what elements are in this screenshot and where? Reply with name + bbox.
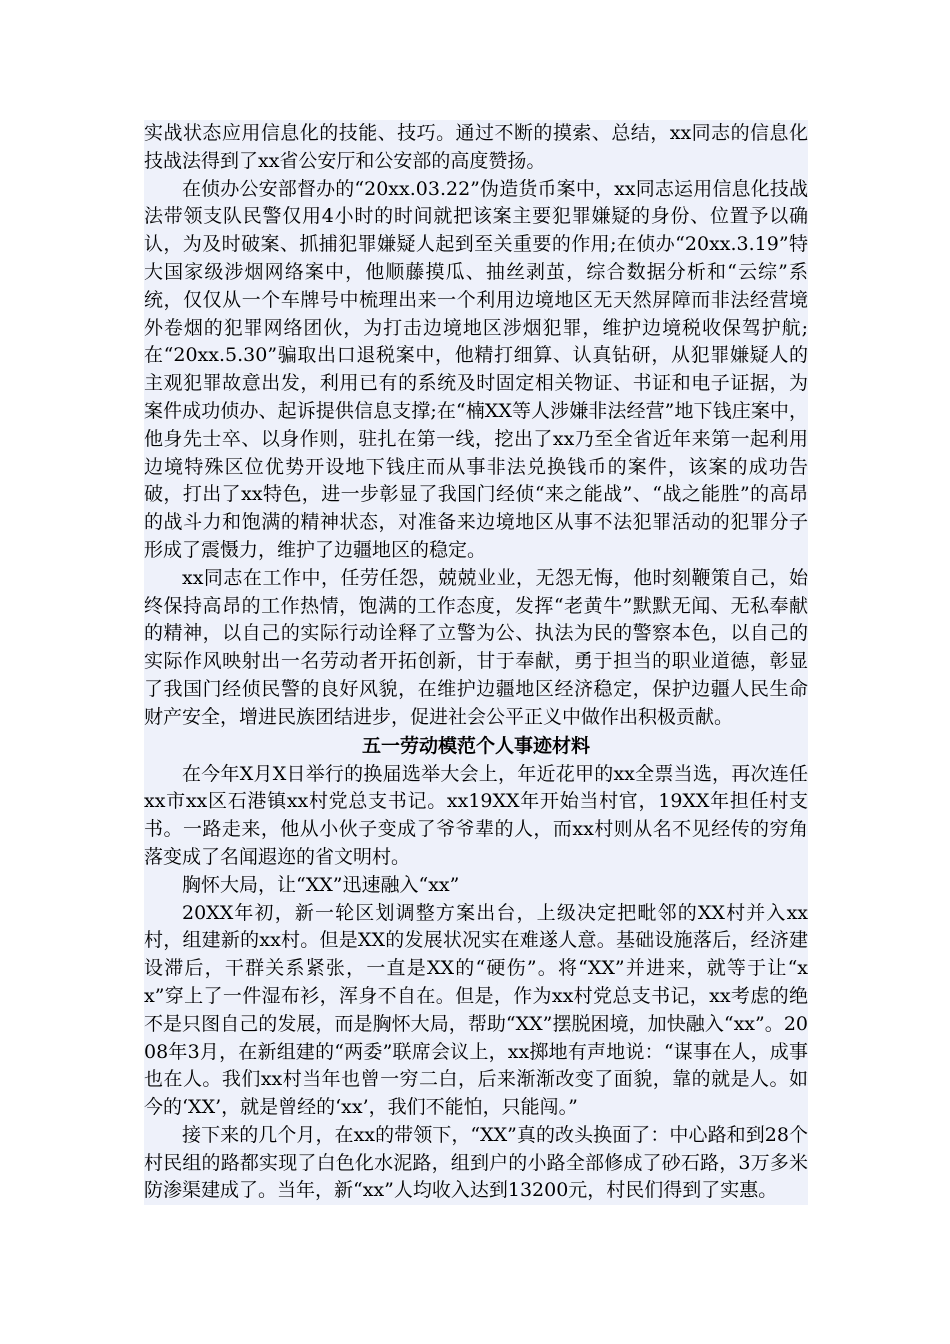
paragraph-election: 在今年X月X日举行的换届选举大会上，年近花甲的xx全票当选，再次连任xx市xx区石港镇xx村党总支书记。xx19XX年开始当村官，19XX年担任村支书。一路走来，他从小伙子变成了爷爷辈的人，而xx村则从名不见经传的穷角落变成了名闻遐迩的省文明村。 [144, 761, 808, 872]
subheading-big-picture: 胸怀大局，让“XX”迅速融入“xx” [144, 872, 808, 900]
document-page [144, 120, 808, 1205]
paragraph-work-attitude: xx同志在工作中，任劳任怨，兢兢业业，无怨无悔，他时刻鞭策自己，始终保持高昂的工作热情，饱满的工作态度，发挥“老黄牛”默默无闻、无私奉献的精神，以自己的实际行动诠释了立警为公、执法为民的警察本色，以自己的实际作风映射出一名劳动者开拓创新，甘于奉献，勇于担当的职业道德，彰显了我国门经侦民警的良好风貌，在维护边疆地区经济稳定，保护边疆人民生命财产安全，增进民族团结进步，促进社会公平正义中做作出积极贡献。 [144, 565, 808, 732]
paragraph-transformation: 接下来的几个月，在xx的带领下，“XX”真的改头换面了：中心路和到28个村民组的路都实现了白色化水泥路，组到户的小路全部修成了砂石路，3万多米防渗渠建成了。当年，新“xx”人均收入达到13200元，村民们得到了实惠。 [144, 1122, 808, 1205]
paragraph-merger: 20XX年初，新一轮区划调整方案出台，上级决定把毗邻的XX村并入xx村，组建新的xx村。但是XX的发展状况实在难遂人意。基础设施落后，经济建设滞后，干群关系紧张，一直是XX的“硬伤”。将“XX”并进来，就等于让“xx”穿上了一件湿布衫，浑身不自在。但是，作为xx村党总支书记，xx考虑的绝不是只图自己的发展，而是胸怀大局，帮助“XX”摆脱困境，加快融入“xx”。2008年3月，在新组建的“两委”联席会议上，xx掷地有声地说：“谋事在人，成事也在人。我们xx村当年也曾一穷二白，后来渐渐改变了面貌，靠的就是人。如今的‘XX’，就是曾经的‘xx’，我们不能怕，只能闯。” [144, 900, 808, 1122]
paragraph-infotech-skills: 实战状态应用信息化的技能、技巧。通过不断的摸索、总结，xx同志的信息化技战法得到了xx省公安厅和公安部的高度赞扬。 [144, 120, 808, 176]
paragraph-case-achievements: 在侦办公安部督办的“20xx.03.22”伪造货币案中，xx同志运用信息化技战法带领支队民警仅用4小时的时间就把该案主要犯罪嫌疑的身份、位置予以确认，为及时破案、抓捕犯罪嫌疑人起到至关重要的作用;在侦办“20xx.3.19”特大国家级涉烟网络案中，他顺藤摸瓜、抽丝剥茧，综合数据分析和“云综”系统，仅仅从一个车牌号中梳理出来一个利用边境地区无天然屏障而非法经营境外卷烟的犯罪网络团伙，为打击边境地区涉烟犯罪，维护边境税收保驾护航;在“20xx.5.30”骗取出口退税案中，他精打细算、认真钻研，从犯罪嫌疑人的主观犯罪故意出发，利用已有的系统及时固定相关物证、书证和电子证据，为案件成功侦办、起诉提供信息支撑;在“楠XX等人涉嫌非法经营”地下钱庄案中，他身先士卒、以身作则，驻扎在第一线，挖出了xx乃至全省近年来第一起利用边境特殊区位优势开设地下钱庄而从事非法兑换钱币的案件，该案的成功告破，打出了xx特色，进一步彰显了我国门经侦“来之能战”、“战之能胜”的高昂的战斗力和饱满的精神状态，对准备来边境地区从事不法犯罪活动的犯罪分子形成了震慑力，维护了边疆地区的稳定。 [144, 176, 808, 565]
section-heading: 五一劳动模范个人事迹材料 [144, 732, 808, 761]
